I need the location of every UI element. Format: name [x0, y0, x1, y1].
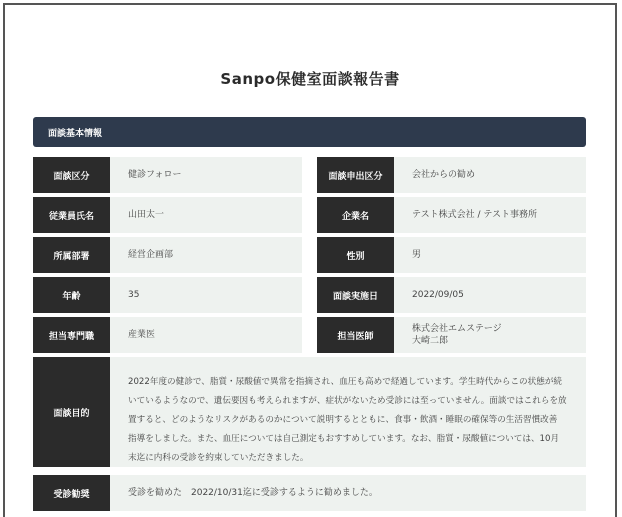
field-age [33, 277, 302, 313]
field-label: 面談申出区分 [317, 157, 394, 193]
field-value: 受診を勧めた 2022/10/31迄に受診するように勧めました。 [110, 475, 586, 511]
field-label: 企業名 [317, 197, 394, 233]
field-value: 健診フォロー [110, 157, 302, 193]
page-title: Sanpo保健室面談報告書 [220, 70, 400, 88]
purpose-line: 末迄に内科の受診を約束していただきました。 [128, 453, 309, 463]
field-value: 男 [394, 237, 586, 273]
field-value [394, 317, 586, 353]
field-value: 35 [110, 277, 302, 313]
field-value: 産業医 [110, 317, 302, 353]
field-specialty [33, 317, 302, 353]
field-interview-type [33, 157, 302, 193]
field-value: 会社からの勧め [394, 157, 586, 193]
field-label: 所属部署 [33, 237, 110, 273]
field-interview-origin [317, 157, 586, 193]
field-value: 山田太一 [110, 197, 302, 233]
field-doctor [317, 317, 586, 353]
field-label: 年齢 [33, 277, 110, 313]
field-purpose [33, 357, 586, 467]
purpose-text [110, 357, 586, 467]
field-label: 担当専門職 [33, 317, 110, 353]
field-label: 担当医師 [317, 317, 394, 353]
field-employee-name [33, 197, 302, 233]
field-label: 受診勧奨 [33, 475, 110, 511]
doctor-company: 株式会社エムステージ [412, 324, 502, 334]
field-value: テスト株式会社 / テスト事務所 [394, 197, 586, 233]
section-header-label: 面談基本情報 [48, 128, 103, 139]
purpose-line: いているようなので、遺伝要因も考えられますが、症状がないため受診には至っていません。面談ではこれらを放 [128, 396, 567, 406]
field-label: 性別 [317, 237, 394, 273]
field-label: 面談実施日 [317, 277, 394, 313]
doctor-name: 大崎二郎 [412, 336, 449, 346]
field-department [33, 237, 302, 273]
field-consultation [33, 475, 586, 511]
field-label: 面談区分 [33, 157, 110, 193]
purpose-line: 指導をしました。また、血圧については自己測定もおすすめしています。なお、脂質・尿酸値については、10月 [128, 434, 560, 444]
field-company-name [317, 197, 586, 233]
field-value: 経営企画部 [110, 237, 302, 273]
field-gender [317, 237, 586, 273]
field-value: 2022/09/05 [394, 277, 586, 313]
field-label: 従業員氏名 [33, 197, 110, 233]
field-label: 面談目的 [33, 357, 110, 467]
purpose-line: 置すると、どのようなリスクがあるのかについて説明するとともに、食事・飲酒・睡眠の確保等の生活習慣改善 [128, 415, 558, 425]
section-header [33, 117, 586, 147]
field-interview-date [317, 277, 586, 313]
purpose-line: 2022年度の健診で、脂質・尿酸値で異常を指摘され、血圧も高めで経過しています。学生時代からこの状態が続 [128, 377, 563, 387]
